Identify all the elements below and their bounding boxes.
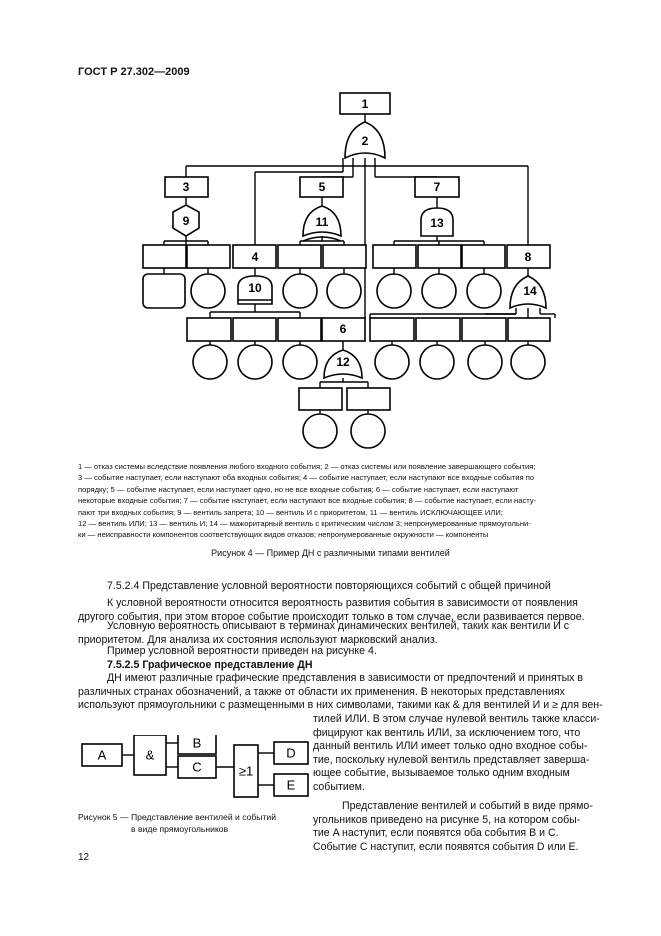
paragraph-line: другого события, при этом второе событие происходит только в том случае, если развивается первое. bbox=[78, 610, 585, 623]
event-box-5-label: 5 bbox=[318, 180, 326, 194]
component-circle bbox=[422, 274, 456, 308]
figure-5-label-B: B bbox=[192, 735, 202, 751]
paragraph-line: Условную вероятность описывают в терминах динамических вентилей, таких как вентили И с bbox=[107, 620, 570, 632]
figure-5-caption bbox=[78, 812, 320, 835]
event-box-7-label: 7 bbox=[433, 180, 441, 194]
section-heading-7-5-2-4: 7.5.2.4 Представление условной вероятности повторяющихся событий с общей причиной bbox=[107, 580, 551, 592]
failure-box bbox=[370, 318, 414, 341]
event-box-4-label: 4 bbox=[251, 250, 259, 264]
figure-5-label-D: D bbox=[286, 745, 296, 761]
failure-box bbox=[323, 245, 366, 268]
event-box-6 bbox=[322, 318, 365, 341]
figure-5-event-C bbox=[178, 756, 216, 778]
figure-5-event-A bbox=[82, 744, 122, 766]
figure-4-fault-tree bbox=[0, 0, 661, 460]
undeveloped-event-box bbox=[143, 274, 185, 308]
component-circle bbox=[375, 345, 409, 379]
figure-5-or-gate bbox=[234, 745, 258, 797]
figure-5-caption-line: Рисунок 5 — Представление вентилей и событий bbox=[78, 812, 277, 822]
component-circle bbox=[283, 345, 317, 379]
paragraph-line: тие A наступит, если появятся оба события B и C. bbox=[313, 827, 559, 840]
figure-5-event-B bbox=[178, 735, 216, 754]
gate-9-inhibit bbox=[173, 205, 199, 236]
gate-11-xor bbox=[303, 206, 341, 241]
component-circle bbox=[467, 274, 501, 308]
paragraph-line: угольников приведено на рисунке 5, на котором собы- bbox=[313, 813, 581, 826]
failure-box bbox=[143, 245, 186, 268]
figure-5-rectangle-diagram bbox=[78, 735, 310, 805]
event-box-3 bbox=[165, 177, 208, 197]
component-circle bbox=[420, 345, 454, 379]
paragraph-line: К условной вероятности относится вероятность развития события в зависимости от появления bbox=[107, 597, 578, 609]
figure-5-label-and: & bbox=[145, 747, 155, 763]
event-box-6-label: 6 bbox=[339, 322, 347, 336]
gate-9-label: 9 bbox=[182, 214, 190, 228]
failure-box bbox=[416, 318, 460, 341]
paragraph-line: Представление вентилей и событий в виде прямо- bbox=[342, 800, 593, 812]
gate-12-label: 12 bbox=[336, 355, 350, 369]
component-circle bbox=[193, 345, 227, 379]
gate-14-label: 14 bbox=[523, 284, 537, 298]
component-circle bbox=[511, 345, 545, 379]
paragraph bbox=[78, 672, 616, 713]
legend-line: порядку; 5 — событие наступает, если наступает одно, но не все входные события; 6 — событие наступает, если наступают bbox=[78, 484, 519, 494]
figure-5-label-A: A bbox=[97, 747, 107, 763]
gate-13-label: 13 bbox=[430, 216, 444, 230]
legend-line: некоторые входные события; 7 — событие наступает, если наступают все входные события; 8 — событие наступает, если насту- bbox=[78, 496, 537, 506]
failure-box bbox=[187, 318, 231, 341]
legend-line: 12 — вентиль ИЛИ; 13 — вентиль И; 14 — мажоритарный вентиль с критическим числом 3; непронумерованные прямоугольни- bbox=[78, 519, 531, 529]
component-circle bbox=[191, 274, 225, 308]
paragraph-line: данный вентиль ИЛИ имеет только одно входное собы- bbox=[313, 740, 588, 753]
component-circle bbox=[283, 274, 317, 308]
gate-11-label: 11 bbox=[315, 215, 329, 229]
gate-13-and bbox=[421, 208, 453, 236]
figure-5-and-gate bbox=[134, 735, 166, 775]
paragraph-line: событием. bbox=[313, 780, 365, 793]
event-box-3-label: 3 bbox=[182, 180, 190, 194]
failure-box bbox=[299, 388, 342, 410]
event-box-4 bbox=[233, 245, 276, 268]
legend-line: 1 — отказ системы вследствие появления любого входного события; 2 — отказ системы или появление завершающего события; bbox=[78, 462, 536, 471]
figure-5-event-D bbox=[274, 742, 308, 764]
failure-box bbox=[278, 318, 321, 341]
legend-line: пают три входных события; 9 — вентиль запрета; 10 — вентиль И с приоритетом, 11 — вентиль ИСКЛЮЧАЮЩЕЕ ИЛИ; bbox=[78, 507, 503, 517]
event-box-8-label: 8 bbox=[524, 250, 532, 264]
paragraph bbox=[78, 645, 616, 659]
gate-10-label: 10 bbox=[248, 281, 262, 295]
failure-box bbox=[462, 318, 506, 341]
figure-5-event-E bbox=[274, 774, 308, 796]
event-box-1-label: 1 bbox=[361, 97, 369, 111]
gate-14-majority bbox=[510, 276, 546, 308]
legend-line: 3 — событие наступает, если наступают оба входных события; 4 — событие наступает, если наступают все входные события по bbox=[78, 473, 535, 483]
paragraph-line: используют прямоугольники с размещенными в них символами, такими как & для вентилей И и ≥ для вен- bbox=[78, 699, 603, 712]
gate-12-or bbox=[324, 350, 362, 378]
figure-5-label-E: E bbox=[286, 777, 296, 793]
event-box-8 bbox=[507, 245, 550, 268]
paragraph-line: Пример условной вероятности приведен на рисунке 4. bbox=[107, 645, 377, 657]
failure-box bbox=[187, 245, 230, 268]
paragraph-line: тилей ИЛИ. В этом случае нулевой вентиль также класси- bbox=[313, 713, 600, 725]
component-circle bbox=[303, 414, 337, 448]
component-circle bbox=[327, 274, 361, 308]
figure-4-legend bbox=[78, 461, 616, 541]
paragraph-line: тие, поскольку нулевой вентиль представляет заверша- bbox=[313, 753, 590, 766]
event-box-7 bbox=[415, 177, 459, 197]
component-circle bbox=[238, 345, 272, 379]
paragraph-line: ющее событие, вызываемое только одним входным bbox=[313, 767, 570, 780]
paragraph-line: приоритетом. Для анализа их состояния используют марковский анализ. bbox=[78, 633, 438, 646]
section-7-5-2-4 bbox=[78, 580, 616, 594]
legend-line: ки — неисправности компонентов соответствующих видов отказов; непронумерованные окружности — компоненты bbox=[78, 530, 489, 540]
failure-box bbox=[233, 318, 276, 341]
paragraph-wrapped bbox=[313, 800, 616, 854]
gate-2-or bbox=[345, 122, 385, 158]
event-box-1 bbox=[340, 93, 390, 114]
figure-5-label-or: ≥1 bbox=[238, 763, 254, 779]
figure-4-caption: Рисунок 4 — Пример ДН с различными типами вентилей bbox=[211, 548, 450, 558]
paragraph-line: ДН имеют различные графические представления в зависимости от предпочтений и принятых в bbox=[107, 672, 584, 684]
figure-5-label-C: C bbox=[192, 759, 202, 775]
component-circle bbox=[377, 274, 411, 308]
figure-5-caption-line: в виде прямоугольников bbox=[131, 823, 229, 834]
gate-2-label: 2 bbox=[361, 134, 369, 148]
failure-box bbox=[278, 245, 321, 268]
event-box-5 bbox=[300, 177, 343, 197]
failure-box bbox=[347, 388, 390, 410]
component-circle bbox=[468, 345, 502, 379]
paragraph bbox=[78, 620, 616, 647]
gate-10-priority-and bbox=[238, 276, 272, 304]
failure-box bbox=[508, 318, 550, 341]
failure-box bbox=[462, 245, 505, 268]
section-7-5-2-5 bbox=[78, 659, 616, 673]
paragraph-wrapped bbox=[313, 713, 616, 795]
component-circle bbox=[351, 414, 385, 448]
paragraph-line: различных странах обозначений, а также от области их применения. В некоторых представлениях bbox=[78, 685, 565, 698]
failure-box bbox=[373, 245, 416, 268]
failure-box bbox=[418, 245, 461, 268]
document-header: ГОСТ Р 27.302—2009 bbox=[78, 66, 190, 78]
page-number: 12 bbox=[78, 852, 90, 863]
paragraph-line: фицируют как вентиль ИЛИ, за исключением того, что bbox=[313, 726, 581, 739]
paragraph-line: Событие C наступит, если появятся события D или E. bbox=[313, 840, 579, 853]
section-heading-7-5-2-5: 7.5.2.5 Графическое представление ДН bbox=[107, 659, 313, 671]
